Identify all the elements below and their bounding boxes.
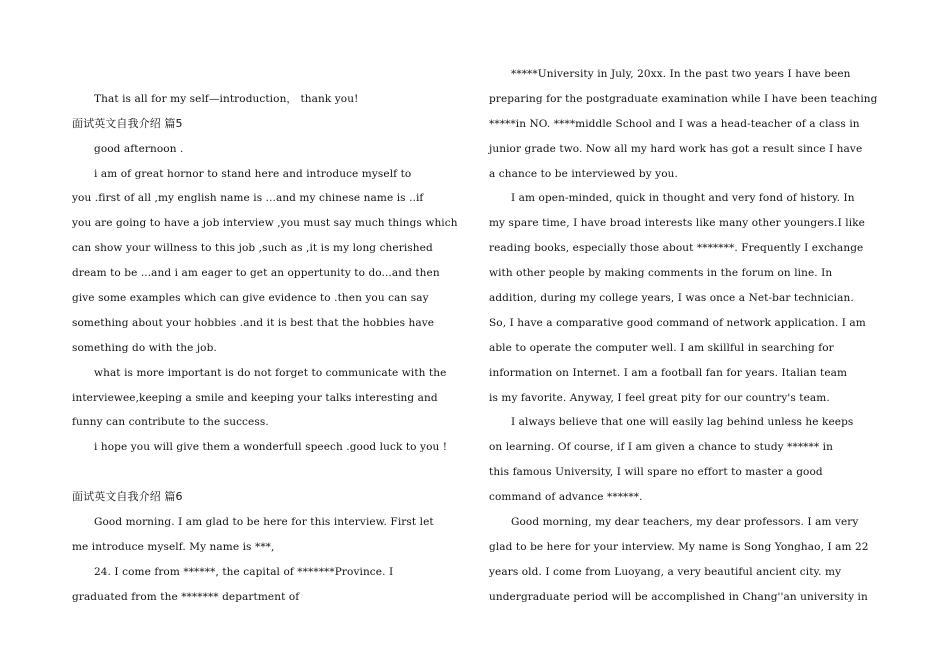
text-line: i am of great hornor to stand here and introduce myself to	[94, 167, 412, 180]
text-line: this famous University, I will spare no effort to master a good	[489, 466, 823, 479]
text-line: *****in NO. ****middle School and I was a head-teacher of a class in	[489, 117, 860, 130]
text-line: So, I have a comparative good command of network application. I am	[489, 316, 866, 329]
left-column	[72, 62, 462, 610]
text-line: interviewee,keeping a smile and keeping your talks interesting and	[72, 391, 438, 404]
text-line: what is more important is do not forget to communicate with the	[94, 366, 447, 379]
text-line: I am open-minded, quick in thought and very fond of history. In	[511, 192, 855, 205]
text-line: Good morning. I am glad to be here for this interview. First let	[94, 516, 434, 529]
text-line: is my favorite. Anyway, I feel great pity for our country's team.	[489, 391, 830, 404]
text-line: can show your willness to this job ,such as ,it is my long cherished	[72, 242, 433, 255]
text-line: you .first of all ,my english name is ...and my chinese name is ..if	[72, 192, 424, 205]
text-line: reading books, especially those about *******. Frequently I exchange	[489, 242, 864, 255]
text-line: That is all for my self—introduction， thank you!	[94, 92, 359, 105]
blank-line	[72, 460, 462, 485]
text-line: you are going to have a job interview ,you must say much things which	[72, 217, 458, 230]
text-line: years old. I come from Luoyang, a very beautiful ancient city. my	[489, 565, 842, 578]
text-line: dream to be ...and i am eager to get an oppertunity to do...and then	[72, 267, 440, 280]
text-line: 24. I come from ******, the capital of *******Province. I	[94, 565, 394, 578]
text-line: with other people by making comments in the forum on line. In	[489, 267, 833, 280]
text-line: undergraduate period will be accomplished in Chang''an university in	[489, 590, 868, 603]
text-line: I always believe that one will easily lag behind unless he keeps	[511, 416, 854, 429]
text-line: give some examples which can give evidence to .then you can say	[72, 292, 429, 305]
text-line: preparing for the postgraduate examination while I have been teaching	[489, 92, 878, 105]
text-line: something do with the job.	[72, 341, 217, 354]
text-line: i hope you will give them a wonderfull speech .good luck to you !	[94, 441, 448, 454]
text-line: graduated from the ******* department of	[72, 590, 300, 603]
section-heading: 面试英文自我介绍 篇6	[72, 490, 183, 504]
text-line: my spare time, I have broad interests like many other youngers.I like	[489, 217, 865, 230]
text-line: information on Internet. I am a football fan for years. Italian team	[489, 366, 848, 379]
right-column	[489, 62, 877, 610]
text-line: on learning. Of course, if I am given a chance to study ****** in	[489, 441, 833, 454]
text-line: good afternoon .	[94, 142, 184, 155]
blank-line	[72, 62, 462, 87]
text-line: Good morning, my dear teachers, my dear professors. I am very	[511, 516, 859, 529]
text-line: me introduce myself. My name is ***,	[72, 540, 275, 553]
text-line: able to operate the computer well. I am skillful in searching for	[489, 341, 834, 354]
text-line: something about your hobbies .and it is best that the hobbies have	[72, 316, 435, 329]
section-heading: 面试英文自我介绍 篇5	[72, 116, 183, 130]
text-line: funny can contribute to the success.	[72, 416, 269, 429]
text-line: command of advance ******.	[489, 491, 643, 504]
text-line: *****University in July, 20xx. In the past two years I have been	[511, 68, 851, 80]
text-line: glad to be here for your interview. My name is Song Yonghao, I am 22	[489, 540, 869, 553]
text-line: a chance to be interviewed by you.	[489, 167, 678, 180]
text-line: junior grade two. Now all my hard work has got a result since I have	[489, 142, 863, 155]
text-line: addition, during my college years, I was once a Net-bar technician.	[489, 292, 854, 305]
